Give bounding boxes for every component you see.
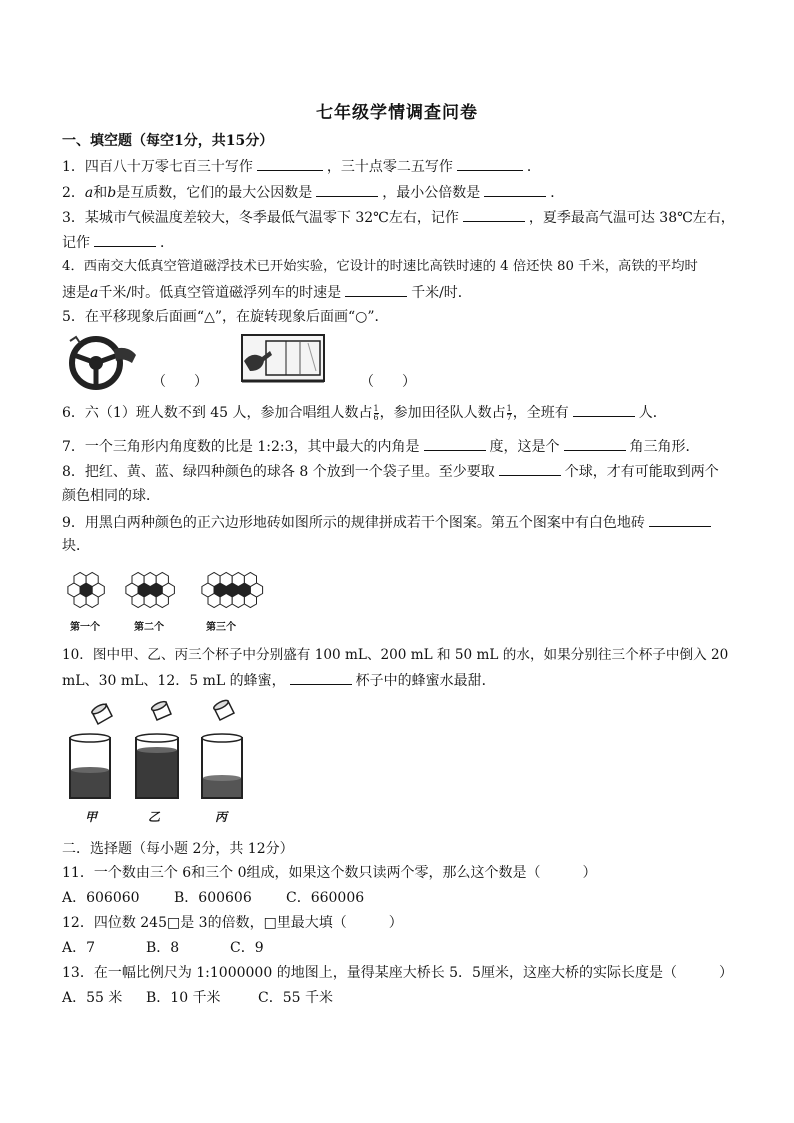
answer-blank[interactable] [463,207,525,222]
cup-label: 丙 [215,810,228,824]
hexagon-tile-patterns [62,566,292,614]
answer-blank[interactable] [564,436,626,451]
cup-label: 甲 [85,810,98,824]
answer-blank[interactable] [316,182,378,197]
answer-blank[interactable] [94,232,156,247]
option-c[interactable]: C．55 千米 [258,990,333,1006]
question-2: 2．a和b是互质数，它们的最大公因数是 ，最小公倍数是 ． [62,182,734,203]
white-tile [74,594,86,608]
white-tile [156,573,168,587]
answer-paren[interactable]: （ ） [360,374,416,390]
page-title: 七年级学情调查问卷 [316,103,478,123]
option-c[interactable]: C．9 [230,940,264,956]
white-tile [86,594,98,608]
option-a[interactable]: A．606060 [62,890,140,906]
white-tile [132,594,144,608]
white-tile [74,573,86,587]
white-tile [86,573,98,587]
question-3-cont: 记作 ． [62,232,734,253]
answer-blank[interactable] [424,436,486,451]
white-tile [220,594,232,608]
pattern-label: 第二个 [134,622,164,633]
white-tile [244,573,256,587]
question-9: 9．用黑白两种颜色的正六边形地砖如图所示的规律拼成若干个图案。第五个图案中有白色地砖 [62,512,734,533]
answer-blank[interactable] [345,282,407,297]
answer-blank[interactable] [457,156,523,171]
option-b[interactable]: B．10 千米 [146,990,221,1006]
question-4: 4．西南交大低真空管道磁浮技术已开始实验，它设计的时速比高铁时速的 4 倍还快 80 千米，高铁的平均时 [62,259,698,274]
answer-blank[interactable] [257,156,323,171]
option-a[interactable]: A．55 米 [62,990,123,1006]
option-b[interactable]: B．8 [146,940,180,956]
option-b[interactable]: B．600606 [174,890,252,906]
fraction: $\frac{1}{7}$ [506,403,512,422]
question-12: 12．四位数 245□是 3的倍数，□里最大填（ ） [62,915,403,931]
section-1-heading: 一、填空题（每空1分，共15分） [62,133,274,149]
answer-blank[interactable] [484,182,546,197]
white-tile [208,573,220,587]
steering-wheel-image [62,333,142,391]
white-tile [132,573,144,587]
answer-blank[interactable] [499,461,561,476]
option-a[interactable]: A．7 [62,940,96,956]
pattern-label: 第三个 [206,622,236,633]
three-cups-image [62,698,262,802]
white-tile [144,573,156,587]
fraction: $\frac{1}{6}$ [373,403,379,422]
answer-blank[interactable] [573,402,635,417]
question-11-options [62,888,734,908]
white-tile [220,573,232,587]
question-8: 8．把红、黄、蓝、绿四种颜色的球各 8 个放到一个袋子里。至少要取 个球，才有可能取到两个 [62,461,734,482]
option-c[interactable]: C．660006 [286,890,365,906]
question-5: 5．在平移现象后面画“△”，在旋转现象后面画“○”． [62,309,389,325]
section-2-heading: 二．选择题（每小题 2分，共 12分） [62,841,294,857]
question-4-cont: 速是a千米/时。低真空管道磁浮列车的时速是 千米/时． [62,282,734,303]
white-tile [232,573,244,587]
question-6: 6．六（1）班人数不到 45 人，参加合唱组人数占 $\frac{1}{6}$ ，参加田径队人数占 $\frac{1}{7}$ ，全班有 人． [62,403,667,422]
answer-blank[interactable] [290,670,352,685]
question-7: 7．一个三角形内角度数的比是 1:2:3，其中最大的内角是 度，这是个 角三角形． [62,436,734,457]
question-13-options [62,988,734,1008]
white-tile [144,594,156,608]
question-3: 3．某城市气候温度差较大，冬季最低气温零下 32℃左右，记作 ，夏季最高气温可达 38℃左右， [62,207,734,228]
question-9-cont: 块． [62,538,90,554]
white-tile [244,594,256,608]
white-tile [232,594,244,608]
question-10-cont: mL、30 mL、12．5 mL 的蜂蜜， 杯子中的蜂蜜水最甜． [62,670,734,691]
answer-paren[interactable]: （ ） [152,374,208,390]
question-1: 1．四百八十万零七百三十写作 ，三十点零二五写作 ． [62,156,734,177]
pattern-label: 第一个 [70,622,100,633]
question-13: 13．在一幅比例尺为 1:1000000 的地图上，量得某座大桥长 5．5厘米，这座大桥的实际长度是（ ） [62,965,733,981]
sliding-window-image [238,333,328,385]
question-8-cont: 颜色相同的球． [62,488,160,504]
cup-label: 乙 [148,810,161,824]
question-11: 11．一个数由三个 6和三个 0组成，如果这个数只读两个零，那么这个数是（ ） [62,865,597,881]
question-12-options [62,938,734,958]
white-tile [208,594,220,608]
answer-blank[interactable] [649,512,711,527]
question-10: 10．图中甲、乙、丙三个杯子中分别盛有 100 mL、200 mL 和 50 mL 的水，如果分别往三个杯子中倒入 20 [62,647,729,663]
white-tile [156,594,168,608]
